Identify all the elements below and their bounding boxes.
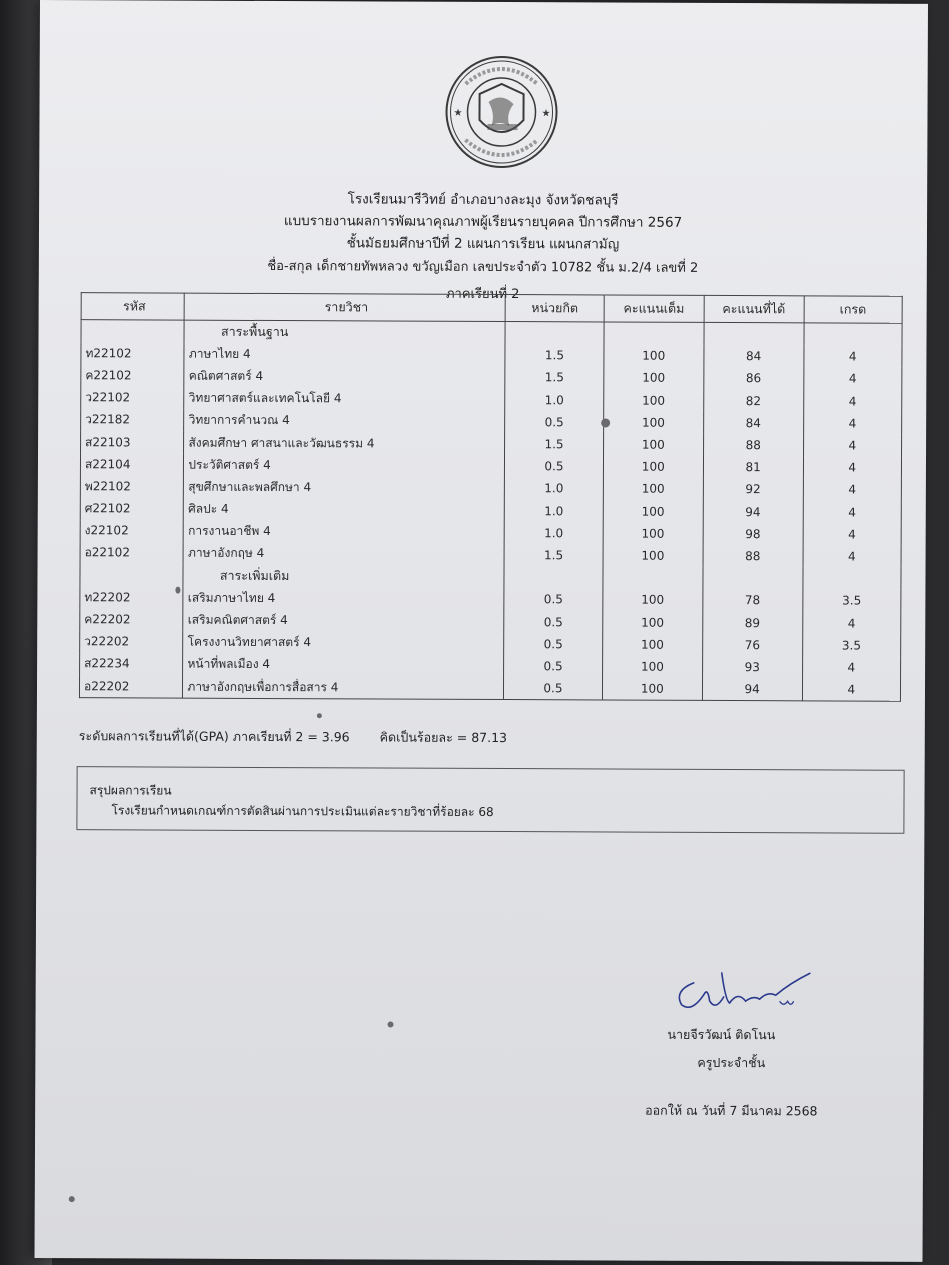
summary-text: โรงเรียนกำหนดเกณฑ์การตัดสินผ่านการประเมินแต่ละรายวิชาที่ร้อยละ 68	[111, 803, 494, 819]
row-credits: 0.5	[504, 655, 603, 678]
row-full-score: 100	[603, 633, 703, 656]
row-full-score: 100	[604, 345, 704, 368]
row-full-score: 100	[604, 411, 704, 434]
paper-speck	[601, 418, 610, 427]
gpa-line	[79, 726, 507, 748]
row-full-score: 100	[603, 456, 703, 479]
row-subject: โครงงานวิทยาศาสตร์ 4	[183, 631, 504, 655]
row-credits: 1.5	[505, 366, 604, 389]
row-score: 84	[703, 412, 803, 435]
percent-value: คิดเป็นร้อยละ = 87.13	[379, 729, 508, 746]
row-credits: 0.5	[504, 455, 603, 478]
summary-title: สรุปผลการเรียน	[89, 783, 172, 798]
row-credits: 1.5	[505, 433, 604, 456]
row-subject: คณิตศาสตร์ 4	[184, 365, 505, 389]
row-full-score: 100	[602, 677, 702, 700]
row-code: อ22102	[80, 542, 184, 565]
row-code: อ22202	[79, 675, 183, 698]
row-subject: ศิลปะ 4	[184, 498, 505, 522]
school-seal-logo	[443, 54, 560, 171]
summary-box	[76, 766, 904, 834]
row-score: 84	[704, 345, 804, 368]
row-code: ว22182	[81, 409, 185, 432]
row-score: 88	[703, 545, 803, 568]
row-score: 78	[703, 589, 803, 612]
row-full-score: 100	[603, 589, 703, 612]
row-grade: 4	[803, 456, 901, 479]
row-subject: สังคมศึกษา ศาสนาและวัฒนธรรม 4	[184, 432, 505, 456]
row-grade: 3.5	[802, 634, 900, 657]
row-score: 81	[703, 456, 803, 479]
row-score: 94	[703, 500, 803, 523]
row-full-score: 100	[604, 389, 704, 412]
row-grade: 4	[803, 434, 901, 457]
row-code: ว22102	[81, 387, 185, 410]
row-code: ค22202	[80, 609, 184, 632]
row-code: ส22104	[80, 453, 184, 476]
row-code: ง22102	[80, 520, 184, 543]
row-grade: 4	[802, 656, 900, 679]
student-info: ชื่อ-สกุล เด็กชายทัพหลวง ขวัญเมือก เลขประจำตัว 10782 ชั้น ม.2/4 เลขที่ 2	[267, 258, 699, 276]
row-credits: 1.5	[504, 544, 603, 567]
row-subject: ภาษาอังกฤษ 4	[183, 543, 504, 567]
row-full-score: 100	[603, 500, 703, 523]
row-subject: ภาษาไทย 4	[184, 343, 505, 367]
row-grade: 4	[803, 412, 901, 435]
row-grade: 4	[803, 545, 901, 568]
paper-speck	[69, 1196, 75, 1202]
grades-table	[79, 292, 903, 702]
row-code: พ22102	[80, 475, 184, 498]
row-subject: ภาษาอังกฤษเพื่อการสื่อสาร 4	[183, 676, 504, 700]
row-full-score: 100	[603, 611, 703, 634]
row-credits: 0.5	[504, 610, 603, 633]
row-full-score: 100	[604, 367, 704, 390]
teacher-position: ครูประจำชั้น	[697, 1054, 766, 1071]
row-subject: หน้าที่พลเมือง 4	[183, 653, 504, 677]
row-credits: 1.0	[504, 500, 603, 523]
row-credits: 0.5	[504, 588, 603, 611]
svg-text:★: ★	[541, 108, 551, 120]
grade-level: ชั้นมัธยมศึกษาปีที่ 2 แผนการเรียน แผนกสามัญ	[346, 235, 620, 253]
row-full-score: 100	[603, 522, 703, 545]
teacher-name: นายจีรวัฒน์ ติดโนน	[667, 1026, 776, 1043]
row-score: 92	[703, 478, 803, 501]
row-score: 94	[702, 678, 802, 701]
row-score: 82	[703, 389, 803, 412]
row-score: 88	[703, 434, 803, 457]
row-subject: สุขศึกษาและพลศึกษา 4	[184, 476, 505, 500]
col-full-header: คะแนนเต็ม	[604, 295, 704, 322]
row-grade: 4	[802, 612, 900, 635]
issue-date: ออกให้ ณ วันที่ 7 มีนาคม 2568	[645, 1102, 818, 1119]
row-code: ค22102	[81, 365, 185, 388]
row-credits: 0.5	[504, 633, 603, 656]
row-subject: วิทยาศาสตร์และเทคโนโลยี 4	[184, 387, 505, 411]
row-score: 86	[704, 367, 804, 390]
teacher-signature	[664, 961, 814, 1022]
group-label: สาระเพิ่มเติม	[183, 565, 504, 589]
row-subject: วิทยาการคำนวณ 4	[184, 409, 505, 433]
row-credits: 1.0	[505, 389, 604, 412]
row-grade: 4	[803, 368, 901, 391]
row-full-score: 100	[603, 544, 703, 567]
row-score: 98	[703, 523, 803, 546]
col-grade-header: เกรด	[804, 296, 903, 323]
row-code: ส22103	[81, 431, 185, 454]
row-full-score: 100	[603, 433, 703, 456]
row-subject: ประวัติศาสตร์ 4	[184, 454, 505, 478]
row-grade: 4	[803, 390, 901, 413]
row-grade: 3.5	[802, 590, 900, 613]
row-grade: 4	[803, 479, 901, 502]
row-code: ท22202	[80, 586, 184, 609]
row-score: 89	[702, 611, 802, 634]
row-subject: เสริมภาษาไทย 4	[183, 587, 504, 611]
row-credits: 0.5	[505, 411, 604, 434]
row-grade: 4	[803, 501, 901, 524]
row-code: ท22102	[81, 342, 185, 365]
semester-label: ภาคเรียนที่ 2	[445, 286, 520, 303]
paper-speck	[317, 713, 322, 718]
report-title: แบบรายงานผลการพัฒนาคุณภาพผู้เรียนรายบุคคล ปีการศึกษา 2567	[283, 213, 683, 231]
row-credits: 1.0	[504, 522, 603, 545]
school-name: โรงเรียนมารีวิทย์ อำเภอบางละมุง จังหวัดชลบุรี	[347, 191, 619, 209]
row-score: 93	[702, 656, 802, 679]
row-grade: 4	[803, 523, 901, 546]
row-code: ส22234	[80, 653, 184, 676]
col-code-header: รหัส	[81, 293, 185, 320]
row-credits: 0.5	[504, 677, 603, 700]
svg-text:★: ★	[453, 107, 463, 119]
paper-speck	[388, 1022, 394, 1028]
report-paper	[35, 0, 928, 1262]
row-grade: 4	[802, 678, 900, 701]
row-score: 76	[702, 634, 802, 657]
col-score-header: คะแนนที่ได้	[704, 295, 804, 322]
row-code: ศ22102	[80, 498, 184, 521]
row-credits: 1.0	[504, 477, 603, 500]
table-header-row	[81, 293, 902, 324]
paper-speck	[175, 587, 180, 594]
row-grade: 4	[804, 346, 902, 369]
row-full-score: 100	[602, 655, 702, 678]
row-subject: การงานอาชีพ 4	[184, 520, 505, 544]
row-full-score: 100	[603, 478, 703, 501]
col-credits-header: หน่วยกิต	[505, 295, 604, 322]
row-credits: 1.5	[505, 344, 604, 367]
gpa-value: ระดับผลการเรียนที่ได้(GPA) ภาคเรียนที่ 2 = 3.96	[78, 728, 350, 745]
row-code: ว22202	[80, 631, 184, 654]
col-subject-header: รายวิชา	[185, 293, 506, 321]
group-label: สาระพื้นฐาน	[184, 320, 505, 344]
row-subject: เสริมคณิตศาสตร์ 4	[183, 609, 504, 633]
table-row	[79, 675, 900, 701]
